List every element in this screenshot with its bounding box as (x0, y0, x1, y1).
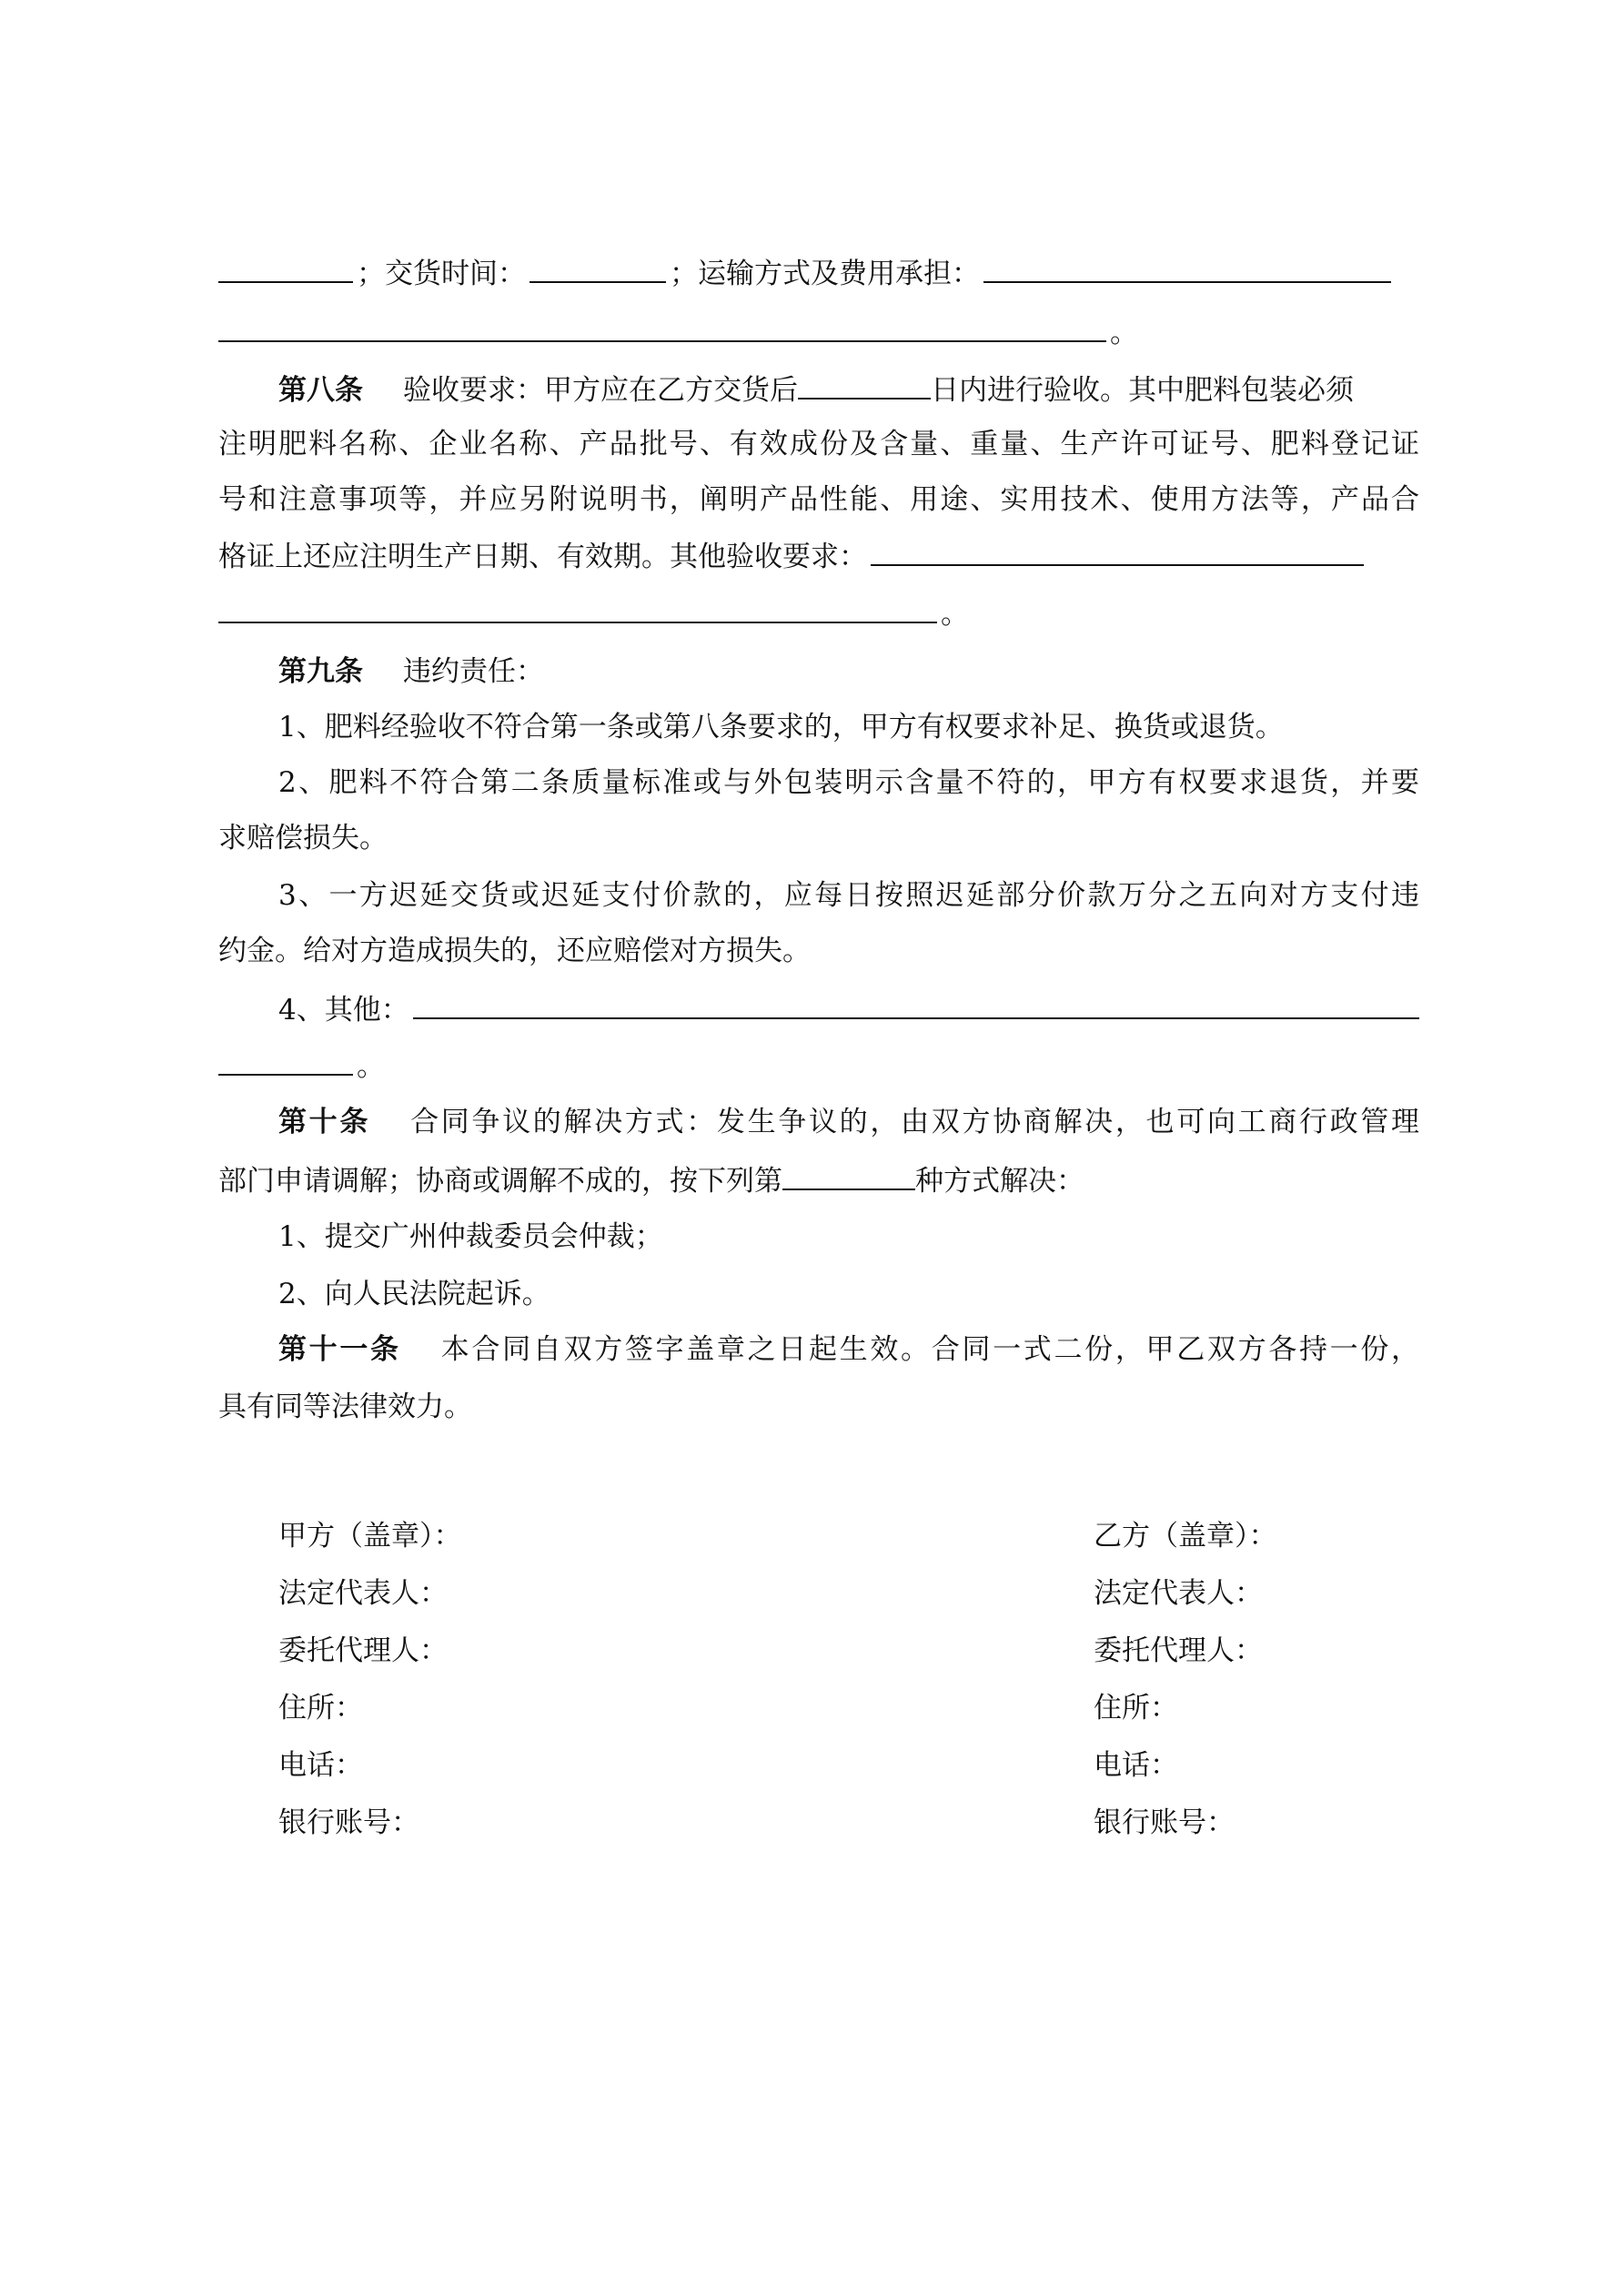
other-requirements-blank[interactable] (871, 537, 1364, 566)
delivery-time-label: ；交货时间： (357, 258, 526, 290)
article9-item-3-cont: 约金。给对方造成损失的，还应赔偿对方损失。 (218, 935, 811, 967)
other-liability-blank[interactable] (413, 990, 1419, 1019)
other-requirements-blank-cont[interactable] (218, 594, 937, 623)
article11-text: 本合同自双方签字盖章之日起生效。合同一式二份，甲乙双方各持一份， (440, 1333, 1420, 1366)
party-a-seal: 甲方（盖章）： (278, 1520, 462, 1553)
article10-option-1: 1、提交广州仲裁委员会仲裁； (278, 1220, 663, 1253)
article8-title: 第八条 (278, 374, 363, 407)
article10-title: 第十条 (278, 1106, 371, 1138)
article9-item-2-cont: 求赔偿损失。 (218, 822, 388, 855)
inspection-days-blank[interactable] (798, 370, 931, 400)
article9-item-4 (278, 990, 1419, 1027)
article8-text: 格证上还应注明生产日期、有效期。其他验收要求： (218, 541, 867, 573)
article9-heading (278, 653, 1419, 690)
party-b-seal: 乙方（盖章）： (1094, 1520, 1277, 1553)
party-a-address: 住所： (278, 1692, 363, 1725)
resolution-method-blank[interactable] (782, 1161, 915, 1190)
delivery-time-blank[interactable] (530, 254, 666, 283)
article8-line-3: 号和注意事项等，并应另附说明书，阐明产品性能、用途、实用技术、使用方法等，产品合 (218, 483, 1419, 516)
article10-text: 合同争议的解决方式：发生争议的，由双方协商解决，也可向工商行政管理 (410, 1106, 1420, 1138)
transport-label: ；运输方式及费用承担： (670, 258, 980, 290)
article11-title: 第十一条 (278, 1333, 401, 1366)
party-a-phone: 电话： (278, 1749, 363, 1782)
transport-blank[interactable] (983, 254, 1391, 283)
period: 。 (1110, 317, 1138, 349)
delivery-line-2 (218, 313, 1419, 349)
article9-item-2: 2、肥料不符合第二条质量标准或与外包装明示含量不符的，甲方有权要求退货，并要 (278, 766, 1419, 799)
article10-text: 种方式解决： (915, 1165, 1084, 1198)
party-a-agent: 委托代理人： (278, 1634, 448, 1667)
period: 。 (357, 1050, 385, 1083)
blank-field[interactable] (218, 254, 353, 283)
party-b-representative: 法定代表人： (1094, 1577, 1263, 1610)
delivery-line-1 (218, 254, 1419, 290)
other-liability-blank-cont[interactable] (218, 1047, 353, 1076)
article11-line-2: 具有同等法律效力。 (218, 1391, 472, 1423)
transport-blank-cont[interactable] (218, 313, 1106, 342)
article9-item-4-cont (218, 1047, 1419, 1083)
article8-line-2: 注明肥料名称、企业名称、产品批号、有效成份及含量、重量、生产许可证号、肥料登记证 (218, 428, 1419, 460)
article10-option-2: 2、向人民法院起诉。 (278, 1278, 550, 1310)
party-b-bank-account: 银行账号： (1094, 1806, 1235, 1839)
article9-text: 违约责任： (403, 655, 544, 688)
article8-line-5 (218, 594, 1419, 631)
article9-title: 第九条 (278, 655, 363, 688)
party-b-address: 住所： (1094, 1692, 1178, 1725)
article9-item-1: 1、肥料经验收不符合第一条或第八条要求的，甲方有权要求补足、换货或退货。 (278, 711, 1284, 743)
party-b-phone: 电话： (1094, 1749, 1178, 1782)
party-a-bank-account: 银行账号： (278, 1806, 419, 1839)
article10-text: 部门申请调解；协商或调解不成的，按下列第 (218, 1165, 782, 1198)
article10-line-2 (218, 1161, 1419, 1198)
article8-text: 日内进行验收。其中肥料包装必须 (931, 374, 1354, 407)
article11-line-1 (278, 1331, 1419, 1368)
article8-line-1 (278, 370, 1419, 407)
party-b-agent: 委托代理人： (1094, 1634, 1263, 1667)
article9-text: 4、其他： (278, 994, 409, 1027)
article8-line-4 (218, 537, 1419, 573)
article9-item-3: 3、一方迟延交货或迟延支付价款的，应每日按照迟延部分价款万分之五向对方支付违 (278, 879, 1419, 912)
period: 。 (941, 598, 969, 631)
party-a-representative: 法定代表人： (278, 1577, 448, 1610)
article8-text: 验收要求：甲方应在乙方交货后 (403, 374, 798, 407)
article10-line-1 (278, 1104, 1419, 1140)
